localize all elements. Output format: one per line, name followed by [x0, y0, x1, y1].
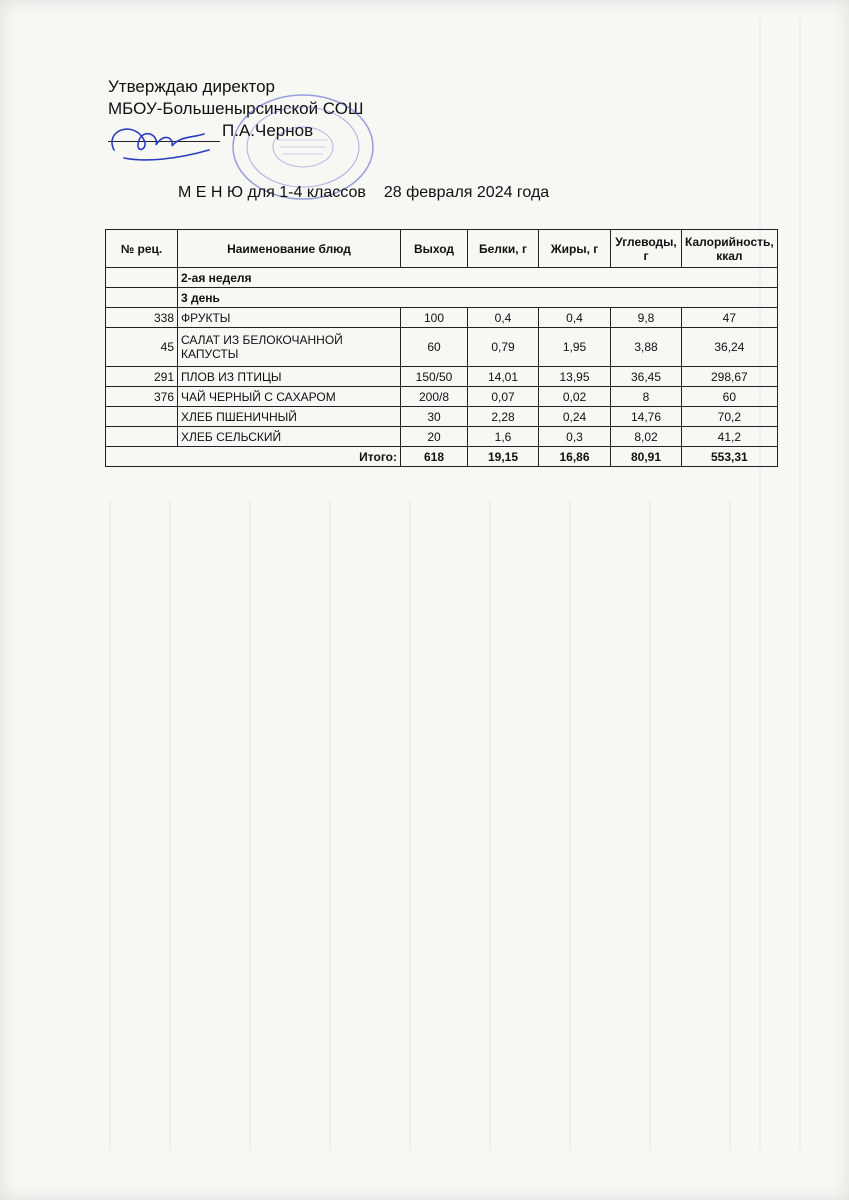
fat: 0,4: [539, 308, 611, 328]
col-recipe-no: № рец.: [106, 230, 178, 268]
output: 20: [401, 427, 468, 447]
dish-name: ФРУКТЫ: [178, 308, 401, 328]
dish-name: ПЛОВ ИЗ ПТИЦЫ: [178, 367, 401, 387]
protein: 14,01: [468, 367, 539, 387]
dish-name: САЛАТ ИЗ БЕЛОКОЧАННОЙ КАПУСТЫ: [178, 328, 401, 367]
recipe-no: [106, 427, 178, 447]
menu-title: [178, 184, 549, 202]
carbs: 8,02: [611, 427, 682, 447]
menu-date: 28 февраля 2024 года: [383, 184, 550, 201]
protein: 2,28: [468, 407, 539, 427]
output: 30: [401, 407, 468, 427]
protein: 0,07: [468, 387, 539, 407]
table-row: [106, 407, 778, 427]
output: 100: [401, 308, 468, 328]
protein: 0,79: [468, 328, 539, 367]
dish-name: ХЛЕБ ПШЕНИЧНЫЙ: [178, 407, 401, 427]
carbs: 8: [611, 387, 682, 407]
table-row: [106, 387, 778, 407]
menu-table: [105, 229, 778, 467]
col-calories: Калорийность, ккал: [682, 230, 778, 268]
fat: 0,02: [539, 387, 611, 407]
carbs: 36,45: [611, 367, 682, 387]
output: 200/8: [401, 387, 468, 407]
output: 60: [401, 328, 468, 367]
total-fat: 16,86: [539, 447, 611, 467]
col-protein: Белки, г: [468, 230, 539, 268]
total-output: 618: [401, 447, 468, 467]
fat: 0,24: [539, 407, 611, 427]
protein: 0,4: [468, 308, 539, 328]
recipe-no: [106, 407, 178, 427]
calories: 47: [682, 308, 778, 328]
day-label: 3 день: [178, 288, 778, 308]
output: 150/50: [401, 367, 468, 387]
carbs: 9,8: [611, 308, 682, 328]
fat: 13,95: [539, 367, 611, 387]
total-label: Итого:: [106, 447, 401, 467]
table-row: [106, 328, 778, 367]
menu-heading: М Е Н Ю для 1-4 классов: [178, 184, 366, 201]
handwritten-signature: [104, 110, 214, 170]
col-carbs: Углеводы, г: [611, 230, 682, 268]
fat: 0,3: [539, 427, 611, 447]
director-name: П.А.Чернов: [222, 121, 314, 140]
total-calories: 553,31: [682, 447, 778, 467]
col-output: Выход: [401, 230, 468, 268]
table-row: [106, 427, 778, 447]
dish-name: ЧАЙ ЧЕРНЫЙ С САХАРОМ: [178, 387, 401, 407]
carbs: 3,88: [611, 328, 682, 367]
total-carbs: 80,91: [611, 447, 682, 467]
carbs: 14,76: [611, 407, 682, 427]
calories: 70,2: [682, 407, 778, 427]
calories: 41,2: [682, 427, 778, 447]
recipe-no: 338: [106, 308, 178, 328]
calories: 60: [682, 387, 778, 407]
calories: 36,24: [682, 328, 778, 367]
recipe-no: 291: [106, 367, 178, 387]
school-name: МБОУ-Большенырсинской СОШ: [108, 99, 364, 118]
recipe-no: 376: [106, 387, 178, 407]
protein: 1,6: [468, 427, 539, 447]
col-fat: Жиры, г: [539, 230, 611, 268]
table-row: [106, 308, 778, 328]
fat: 1,95: [539, 328, 611, 367]
week-label: 2-ая неделя: [178, 268, 778, 288]
calories: 298,67: [682, 367, 778, 387]
total-protein: 19,15: [468, 447, 539, 467]
approve-line: Утверждаю директор: [108, 77, 276, 96]
total-row: [106, 447, 778, 467]
table-row: [106, 367, 778, 387]
day-row: [106, 288, 778, 308]
col-dish-name: Наименование блюд: [178, 230, 401, 268]
dish-name: ХЛЕБ СЕЛЬСКИЙ: [178, 427, 401, 447]
table-header-row: [106, 230, 778, 268]
week-row: [106, 268, 778, 288]
recipe-no: 45: [106, 328, 178, 367]
